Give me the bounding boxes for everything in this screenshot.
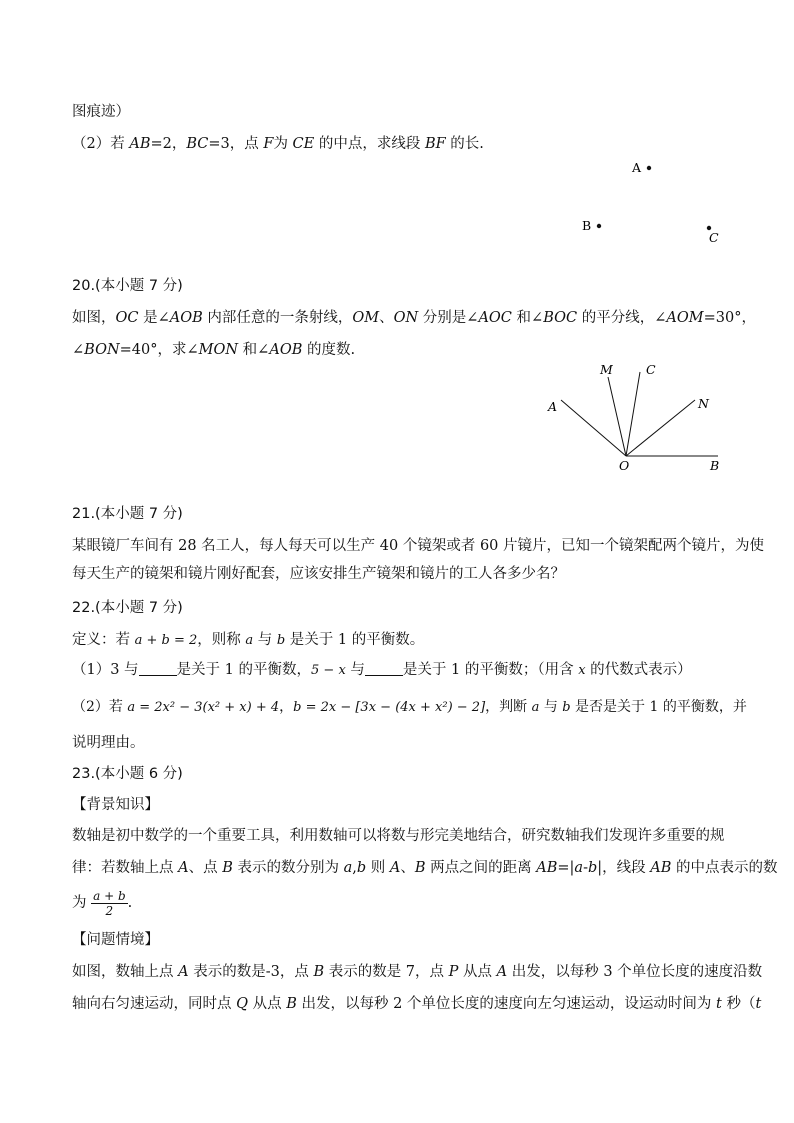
- text: （2）若: [72, 136, 130, 152]
- var: P: [448, 964, 459, 980]
- var: B: [313, 964, 325, 980]
- q20-label-o: O: [619, 458, 630, 473]
- text: 为: [72, 895, 92, 911]
- q19-part2: [72, 134, 484, 154]
- answer-blank[interactable]: [365, 661, 403, 676]
- var: Q: [236, 996, 248, 1012]
- q19-tail: [72, 102, 130, 122]
- text: 是关于 1 的平衡数；（用含: [402, 662, 579, 678]
- midpoint-fraction: [91, 889, 128, 918]
- text: 和∠: [238, 342, 270, 358]
- q20-line2: [72, 340, 355, 360]
- var: B: [414, 860, 426, 876]
- text: ，则称: [197, 632, 246, 648]
- var: OC: [115, 310, 139, 326]
- var: BON: [84, 342, 120, 358]
- q19-point-a: [647, 166, 651, 170]
- var: t: [755, 996, 762, 1012]
- q20-label-c: C: [646, 362, 656, 377]
- text: 是∠: [138, 310, 170, 326]
- text: 轴向右匀速运动，同时点: [72, 996, 237, 1012]
- text: 定义：若: [72, 632, 135, 648]
- text: ，判断: [485, 699, 532, 715]
- q23-heading: 23.(本小题 6 分): [72, 766, 183, 782]
- text: 、: [379, 310, 394, 326]
- q20-figure: [540, 360, 730, 475]
- text: 是否是关于 1 的平衡数，并: [570, 699, 747, 715]
- text: =30°，: [703, 310, 756, 326]
- text: =2，: [150, 136, 187, 152]
- math: b = 2x − [3x − (4x + x²) − 2]: [293, 700, 486, 715]
- q23-situation-line1: [72, 962, 762, 982]
- text: ,: [352, 860, 357, 876]
- text: 表示的数是 7，点: [324, 964, 449, 980]
- text: 秒（: [721, 996, 756, 1012]
- text: 如图，: [72, 310, 116, 326]
- text: 是关于 1 的平衡数。: [285, 632, 425, 648]
- q23-background-title: 【背景知识】: [72, 797, 159, 813]
- fraction-denominator: 2: [105, 903, 114, 918]
- var: A: [178, 860, 189, 876]
- var: B: [222, 860, 233, 876]
- q19-tail-text: 图痕迹）: [72, 104, 130, 120]
- text: |，线段: [597, 860, 651, 876]
- var: AOB: [169, 310, 203, 326]
- text: 、点: [188, 860, 223, 876]
- text: 与: [539, 699, 563, 715]
- q22-heading: 22.(本小题 7 分): [72, 600, 183, 616]
- q19-label-c: C: [709, 230, 719, 245]
- q19-point-b: [597, 224, 601, 228]
- var: MON: [198, 342, 239, 358]
- q21-heading: 21.(本小题 7 分): [72, 506, 183, 522]
- text: 表示的数分别为: [232, 860, 344, 876]
- math: a + b = 2: [134, 633, 198, 648]
- text: ∠: [72, 342, 85, 358]
- var: A: [496, 964, 508, 980]
- var: b: [356, 860, 367, 876]
- q23-background-line1: 数轴是初中数学的一个重要工具，利用数轴可以将数与形完美地结合，研究数轴我们发现许多重要的规: [72, 828, 725, 844]
- q19-figure: [560, 150, 740, 250]
- text: 从点: [248, 996, 287, 1012]
- var: a: [343, 860, 353, 876]
- q20-label-m: M: [600, 362, 613, 377]
- var: x: [578, 663, 586, 678]
- q20-heading: 20.(本小题 7 分): [72, 278, 183, 294]
- text: 和∠: [511, 310, 544, 326]
- var: A: [178, 964, 189, 980]
- q22-part2-cont: 说明理由。: [72, 735, 145, 751]
- text: 从点: [458, 964, 497, 980]
- var: F: [263, 136, 274, 152]
- var: b: [587, 860, 598, 876]
- q19-label-a: A: [632, 160, 642, 175]
- q21-line1: 某眼镜厂车间有 28 名工人，每人每天可以生产 40 个镜架或者 60 片镜片，已知一个镜架配两个镜片，为使: [72, 538, 765, 554]
- ray-om: [608, 377, 626, 456]
- var: b: [562, 700, 571, 715]
- ray-on: [626, 400, 695, 456]
- text: 的代数式表示）: [585, 662, 692, 678]
- q20-label-a: A: [548, 399, 558, 414]
- var: AOM: [666, 310, 704, 326]
- math: 5 − x: [311, 663, 346, 678]
- text: 与: [345, 662, 365, 678]
- text: =|: [557, 860, 575, 876]
- var: ON: [393, 310, 419, 326]
- fraction-numerator: a + b: [93, 888, 126, 903]
- var: A: [389, 860, 401, 876]
- text: 则: [366, 860, 390, 876]
- var: CE: [292, 136, 315, 152]
- text: 出发，以每秒 3 个单位长度的速度沿数: [507, 964, 763, 980]
- text: =3，点: [208, 136, 264, 152]
- text: 的中点，求线段: [314, 136, 425, 152]
- text: -: [583, 860, 588, 876]
- text: 出发，以每秒 2 个单位长度的速度向左匀速运动，设运动时间为: [296, 996, 717, 1012]
- text: 、: [400, 860, 415, 876]
- text: 律：若数轴上点: [72, 860, 179, 876]
- q19-label-b: B: [582, 218, 592, 233]
- var: AOB: [269, 342, 303, 358]
- q23-situation-line2: [72, 994, 761, 1014]
- q22-definition: [72, 630, 424, 651]
- var: AB: [129, 136, 151, 152]
- var: AB: [650, 860, 672, 876]
- q23-situation-title: 【问题情境】: [72, 932, 159, 948]
- var: B: [286, 996, 297, 1012]
- q23-background-line3: [72, 886, 132, 920]
- var: a: [574, 860, 584, 876]
- ray-oc: [626, 372, 640, 456]
- text: 为: [273, 136, 293, 152]
- text: （2）若: [72, 699, 128, 715]
- text: 分别是∠: [418, 310, 479, 326]
- var: BF: [424, 136, 446, 152]
- math: a = 2x² − 3(x² + x) + 4: [127, 700, 280, 715]
- text: （1）3 与: [72, 662, 139, 678]
- var: OM: [352, 310, 380, 326]
- text: 的度数.: [302, 342, 356, 358]
- var: b: [276, 633, 286, 648]
- q21-line2: 每天生产的镜架和镜片刚好配套，应该安排生产镜架和镜片的工人各多少名？: [72, 566, 565, 582]
- text: =40°，求∠: [119, 342, 199, 358]
- q22-part1: [72, 660, 692, 681]
- var: BC: [186, 136, 209, 152]
- q22-part2: [72, 697, 747, 718]
- text: 内部任意的一条射线，: [202, 310, 353, 326]
- q20-label-b: B: [710, 458, 720, 473]
- text: 的平分线，∠: [577, 310, 667, 326]
- text: ，: [279, 699, 294, 715]
- q23-background-line2: [72, 858, 778, 878]
- text: 的中点表示的数: [671, 860, 778, 876]
- var: AOC: [478, 310, 512, 326]
- text: 的长.: [445, 136, 484, 152]
- var: a: [531, 700, 540, 715]
- var: a: [245, 633, 254, 648]
- var: AB: [536, 860, 558, 876]
- text: 如图，数轴上点: [72, 964, 179, 980]
- ray-oa: [561, 400, 626, 456]
- q20-label-n: N: [698, 396, 709, 411]
- q20-line1: [72, 308, 756, 328]
- text: 两点之间的距离: [425, 860, 537, 876]
- text: 是关于 1 的平衡数，: [176, 662, 312, 678]
- text: 与: [253, 632, 277, 648]
- var: t: [716, 996, 722, 1012]
- text: 表示的数是-3，点: [188, 964, 314, 980]
- var: BOC: [543, 310, 578, 326]
- text: .: [127, 895, 133, 911]
- answer-blank[interactable]: [139, 661, 177, 676]
